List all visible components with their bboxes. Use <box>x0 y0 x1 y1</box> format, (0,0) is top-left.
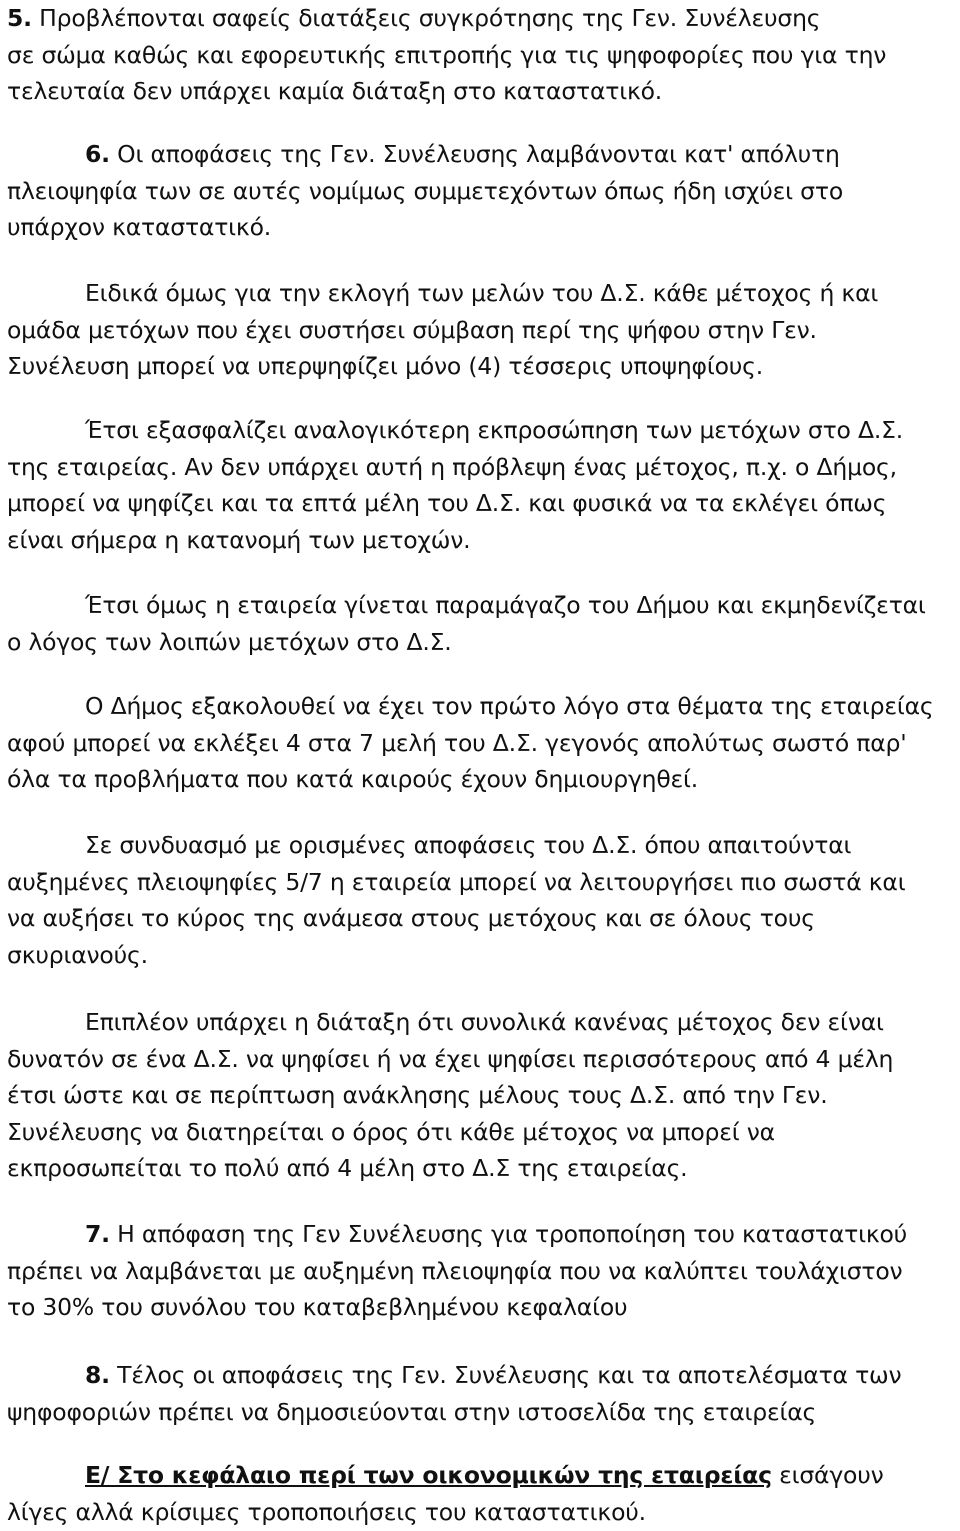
text-line: αφού μπορεί να εκλέξει 4 στα 7 μελή του Δ.Σ. γεγονός απολύτως σωστό παρ' <box>7 728 907 757</box>
text-line: ψηφοφοριών πρέπει να δημοσιεύονται στην ιστοσελίδα της εταιρείας <box>7 1397 817 1426</box>
text-line: Τέλος οι αποφάσεις της Γεν. Συνέλευσης και τα αποτελέσματα των <box>109 1361 902 1389</box>
text-line: Σε συνδυασμό με ορισμένες αποφάσεις του Δ.Σ. όπου απαιτούνται <box>85 831 852 859</box>
text-line: να αυξήσει το κύρος της ανάμεσα στους μετόχους και σε όλους τους <box>7 904 815 932</box>
text-line: Έτσι όμως η εταιρεία γίνεται παραμάγαζο του Δήμου και εκμηδενίζεται <box>85 591 926 619</box>
paragraph-eidika <box>7 275 878 385</box>
paragraph-8 <box>7 1357 901 1430</box>
section-heading: Ε/ Στο κεφάλαιο περί των οικονομικών της εταιρείας <box>85 1461 772 1489</box>
text-line: Συνέλευσης να διατηρείται ο όρος ότι κάθε μέτοχος να μπορεί να <box>7 1117 775 1146</box>
paragraph-etsi-2 <box>7 587 926 660</box>
text-line: δυνατόν σε ένα Δ.Σ. να ψηφίσει ή να έχει ψηφίσει περισσότερους από 4 μέλη <box>7 1044 894 1073</box>
text-line: ομάδα μετόχων που έχει συστήσει σύμβαση περί της ψήφου στην Γεν. <box>7 315 817 344</box>
text-line: το 30% του συνόλου του καταβεβλημένου κεφαλαίου <box>7 1293 628 1321</box>
text-line: έτσι ώστε και σε περίπτωση ανάκλησης μέλους τους Δ.Σ. από την Γεν. <box>7 1081 828 1109</box>
text-line: υπάρχον καταστατικό. <box>7 213 272 241</box>
text-line: Οι αποφάσεις της Γεν. Συνέλευσης λαμβάνονται κατ' απόλυτη <box>109 140 840 168</box>
text-line: Η απόφαση της Γεν Συνέλευσης για τροποποίηση του καταστατικού <box>109 1220 908 1248</box>
paragraph-dimos <box>7 688 934 798</box>
text-line: Ειδικά όμως για την εκλογή των μελών του Δ.Σ. κάθε μέτοχος ή και <box>85 279 879 307</box>
text-line: Έτσι εξασφαλίζει αναλογικότερη εκπροσώπηση των μετόχων στο Δ.Σ. <box>85 416 904 444</box>
item-number: 8. <box>85 1361 110 1389</box>
text-line: ο λόγος των λοιπών μετόχων στο Δ.Σ. <box>7 627 452 656</box>
paragraph-syndyasmo <box>7 827 905 973</box>
text-line: αυξημένες πλειοψηφίες 5/7 η εταιρεία μπορεί να λειτουργήσει πιο σωστά και <box>7 867 906 896</box>
text-line: εισάγουν <box>771 1461 884 1489</box>
text-line: εκπροσωπείται το πολύ από 4 μέλη στο Δ.Σ της εταιρείας. <box>7 1154 688 1182</box>
text-line: πρέπει να λαμβάνεται με αυξημένη πλειοψηφία που να καλύπτει τουλάχιστον <box>7 1256 903 1285</box>
paragraph-6 <box>7 136 843 246</box>
paragraph-epipleon <box>7 1004 893 1187</box>
item-number: 6. <box>85 140 110 168</box>
item-number: 7. <box>85 1220 110 1248</box>
text-line: όλα τα προβλήματα που κατά καιρούς έχουν δημιουργηθεί. <box>7 765 699 793</box>
text-line: σε σώμα καθώς και εφορευτικής επιτροπής για τις ψηφοφορίες που για την <box>7 40 887 69</box>
paragraph-5 <box>7 0 886 110</box>
paragraph-etsi-1 <box>7 412 903 558</box>
text-line: Επιπλέον υπάρχει η διάταξη ότι συνολικά κανένας μέτοχος δεν είναι <box>85 1008 884 1036</box>
text-line: Προβλέπονται σαφείς διατάξεις συγκρότησης της Γεν. Συνέλευσης <box>31 4 821 32</box>
text-line: της εταιρείας. Αν δεν υπάρχει αυτή η πρόβλεψη ένας μέτοχος, π.χ. ο Δήμος, <box>7 452 897 481</box>
item-number: 5. <box>7 4 32 32</box>
text-line: πλειοψηφία των σε αυτές νομίμως συμμετεχόντων όπως ήδη ισχύει στο <box>7 176 844 205</box>
paragraph-section-e <box>7 1457 884 1530</box>
text-line: είναι σήμερα η κατανομή των μετοχών. <box>7 525 471 554</box>
text-line: Ο Δήμος εξακολουθεί να έχει τον πρώτο λόγο στα θέματα της εταιρείας <box>85 692 934 720</box>
text-line: σκυριανούς. <box>7 940 148 969</box>
text-line: τελευταία δεν υπάρχει καμία διάταξη στο καταστατικό. <box>7 77 663 105</box>
text-line: μπορεί να ψηφίζει και τα επτά μέλη του Δ.Σ. και φυσικά να τα εκλέγει όπως <box>7 489 887 517</box>
text-line: λίγες αλλά κρίσιμες τροποποιήσεις του καταστατικού. <box>7 1497 646 1526</box>
text-line: Συνέλευση μπορεί να υπερψηφίζει μόνο (4) τέσσερις υποψηφίους. <box>7 352 764 380</box>
paragraph-7 <box>7 1216 907 1326</box>
